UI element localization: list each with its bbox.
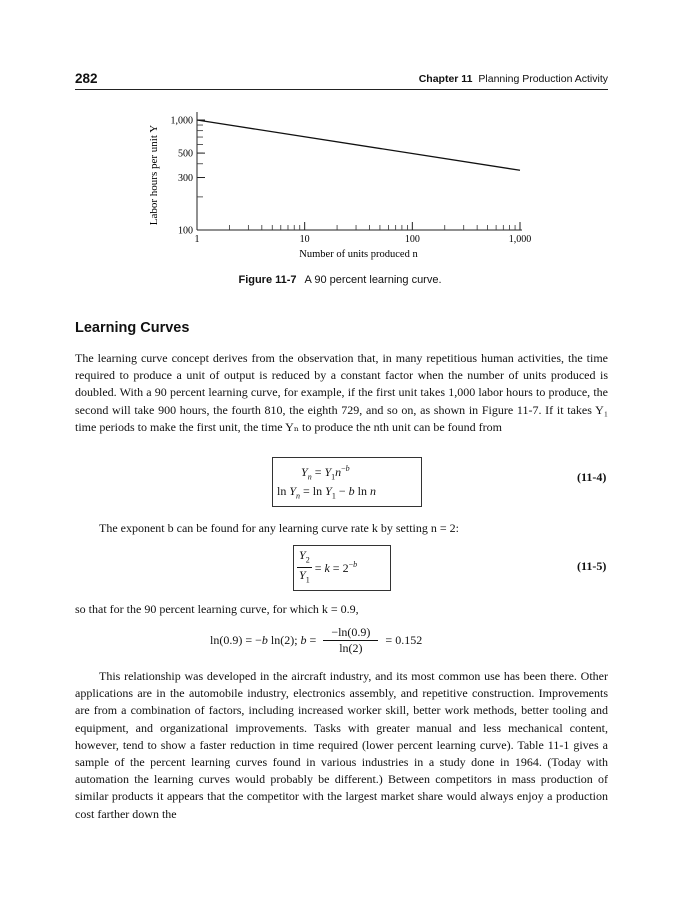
chapter-label: Chapter 11 bbox=[418, 73, 473, 85]
page-number: 282 bbox=[75, 71, 98, 86]
x-tick-label: 1 bbox=[194, 234, 200, 245]
y-tick-label: 1,000 bbox=[170, 115, 193, 127]
y-axis-label: Labor hours per unit Y bbox=[148, 124, 160, 226]
chart-axes bbox=[197, 112, 522, 230]
section-heading: Learning Curves bbox=[75, 320, 190, 336]
paragraph-1: The learning curve concept derives from the observation that, in many repetitious human activities, the time required to produce a unit of output is reduced by a constant factor when the number of units produced is doubled. With a 90 percent learning curve, for example, if the first unit takes 1,000 labor hours to produce, the second will take 900 hours, the fourth 810, the eighth 729, and so on, as shown in Figure 11-7. If it takes Y₁ time periods to make the first unit, the time Yₙ to produce the nth unit can be found from bbox=[75, 351, 608, 434]
equation-b-result: = 0.152 bbox=[385, 633, 423, 647]
x-tick-label: 1,000 bbox=[508, 234, 532, 245]
learning-curve-chart bbox=[140, 100, 560, 270]
paragraph-4: This relationship was developed in the aircraft industry, and its most common use has been there. Other applications are in the automobile industry, electronics assembly, and repetitive construction. Improvements are from a combination of factors, including increased worker skill, better work methods, better tooling and equipment, and organizational improvements. Tasks with greater manual and less mechanical content, however, tend to show a faster reduction in time required (lower percent learning curve). Table 11-1 gives a sample of the percent learning curves found in various industries in a study done in 1964. (Today with automation the learning curves would probably be different.) Between competitors in mass production of similar products it appears that the competitor with the largest market share would always enjoy a production cost farther down the bbox=[75, 669, 608, 821]
equation-11-5-number: (11-5) bbox=[577, 559, 607, 573]
chart-series bbox=[197, 120, 520, 170]
y-ticks bbox=[171, 116, 206, 237]
equation-11-4-number: (11-4) bbox=[577, 470, 607, 484]
x-axis-label: Number of units produced n bbox=[299, 249, 418, 260]
x-tick-label: 10 bbox=[299, 234, 310, 245]
equation-b-value: ln(0.9) = −b ln(2); b = $\frac{-\ln(0.9)}{\ln(2)}$ = 0.152 bbox=[210, 625, 423, 655]
running-header bbox=[419, 73, 608, 85]
paragraph-2: The exponent b can be found for any learning curve rate k by setting n = 2: bbox=[99, 521, 459, 535]
figure-caption-text: A 90 percent learning curve. bbox=[304, 274, 442, 286]
header-rule bbox=[75, 89, 608, 90]
equation-11-4-line-1: $Y_n = Y_1n^{-b}$ bbox=[301, 464, 350, 482]
figure-caption bbox=[0, 274, 680, 286]
learning-curve-line bbox=[197, 120, 520, 170]
equation-11-5-fraction: $\frac{Y_2}{Y_1}$ bbox=[299, 548, 310, 585]
y-tick-label: 300 bbox=[178, 173, 193, 185]
x-ticks bbox=[195, 222, 532, 245]
equation-11-5-box: $\frac{Y_2}{Y_1}$ = $k = 2^{-b}$ bbox=[293, 545, 391, 591]
paragraph-3: so that for the 90 percent learning curve, for which k = 0.9, bbox=[75, 602, 359, 616]
x-tick-label: 100 bbox=[404, 234, 420, 245]
equation-11-4-box bbox=[272, 457, 422, 507]
figure-label: Figure 11-7 bbox=[238, 274, 297, 286]
equation-11-4-line-2: $\ln Y_n = \ln Y_1 - b$ ln n bbox=[277, 484, 376, 501]
y-tick-label: 100 bbox=[178, 225, 193, 237]
equation-b-fraction: $\frac{-\ln(0.9)}{\ln(2)}$ bbox=[323, 625, 378, 656]
y-tick-label: 500 bbox=[178, 148, 193, 160]
chapter-title: Planning Production Activity bbox=[478, 73, 608, 85]
